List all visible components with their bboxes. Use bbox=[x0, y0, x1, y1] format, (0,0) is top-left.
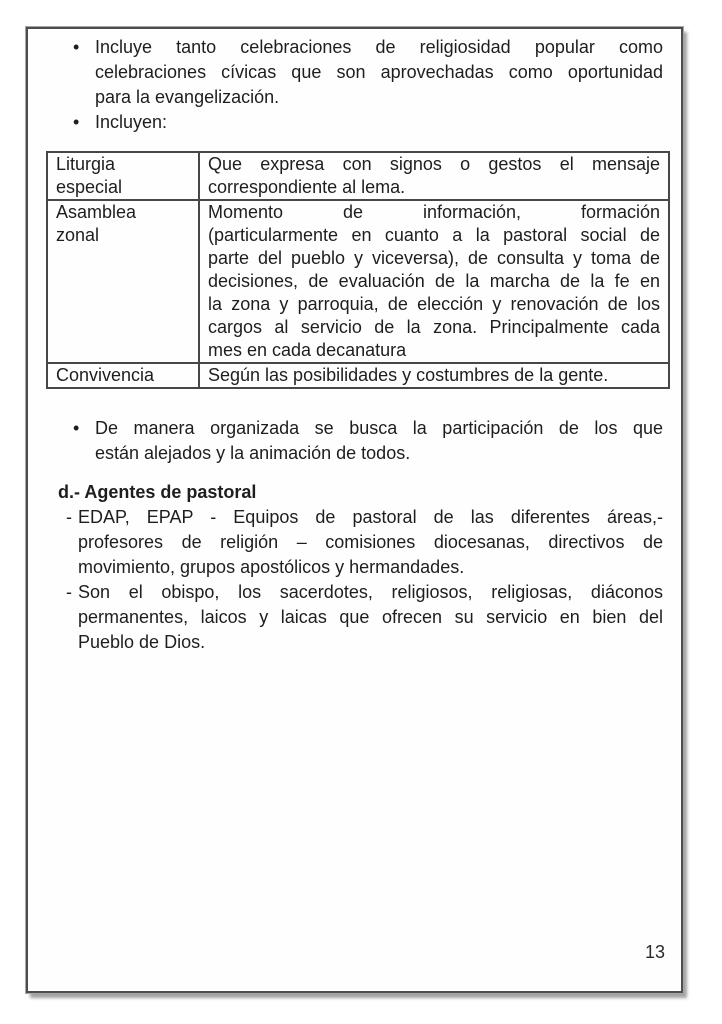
bullet-text bbox=[95, 35, 663, 110]
section-heading: d.- Agentes de pastoral bbox=[58, 482, 257, 502]
text-line: permanentes, laicos y laicas que ofrecen su servicio en bien del bbox=[78, 607, 663, 627]
bullet-item bbox=[73, 35, 663, 110]
bullet-item bbox=[73, 110, 663, 135]
text-line: Según las posibilidades y costumbres de la gente. bbox=[208, 365, 609, 385]
text-line: decisiones, de evaluación de la marcha de la fe en bbox=[208, 271, 660, 291]
dash-text bbox=[78, 580, 663, 655]
bullet-text bbox=[95, 416, 663, 466]
text-line: para la evangelización. bbox=[95, 87, 280, 107]
text-line: celebraciones cívicas que son aprovechadas como oportunidad bbox=[95, 62, 663, 82]
text-line: Momento de información, formación bbox=[208, 202, 660, 222]
text-line: Liturgia bbox=[56, 154, 116, 174]
text-line: mes en cada decanatura bbox=[208, 340, 407, 360]
text-line: Convivencia bbox=[56, 365, 155, 385]
text-line: Son el obispo, los sacerdotes, religiosos, religiosas, diáconos bbox=[78, 582, 663, 602]
text-line: De manera organizada se busca la participación de los que bbox=[95, 418, 663, 438]
bullet-item bbox=[73, 416, 663, 466]
text-line: zonal bbox=[56, 225, 100, 245]
page-frame bbox=[26, 27, 683, 993]
term-cell bbox=[47, 200, 199, 363]
page-content bbox=[28, 29, 681, 991]
text-line: la zona y parroquia, de elección y renovación de los bbox=[208, 294, 660, 314]
text-line: Pueblo de Dios. bbox=[78, 632, 206, 652]
table-row bbox=[47, 363, 669, 388]
desc-cell bbox=[199, 200, 669, 363]
bullet-marker: • bbox=[73, 418, 80, 438]
text-line: Incluye tanto celebraciones de religiosidad popular como bbox=[95, 37, 663, 57]
table-row bbox=[47, 152, 669, 200]
text-line: Asamblea bbox=[56, 202, 137, 222]
text-line: EDAP, EPAP - Equipos de pastoral de las diferentes áreas,- bbox=[78, 507, 663, 527]
dash-marker: - bbox=[66, 507, 72, 527]
term-cell bbox=[47, 152, 199, 200]
text-line: parte del pueblo y viceversa), de consulta y toma de bbox=[208, 248, 660, 268]
text-line: (particularmente en cuanto a la pastoral social de bbox=[208, 225, 660, 245]
term-cell bbox=[47, 363, 199, 388]
desc-cell bbox=[199, 363, 669, 388]
text-line: Incluyen: bbox=[95, 112, 168, 132]
dash-item bbox=[66, 505, 663, 580]
bullet-marker: • bbox=[73, 37, 80, 57]
bullet-marker: • bbox=[73, 112, 80, 132]
content-table bbox=[46, 151, 670, 389]
dash-marker: - bbox=[66, 582, 72, 602]
text-line: profesores de religión – comisiones diocesanas, directivos de bbox=[78, 532, 663, 552]
table-row bbox=[47, 200, 669, 363]
text-line: cargos al servicio de la zona. Principalmente cada bbox=[208, 317, 660, 337]
dash-item bbox=[66, 580, 663, 655]
text-line: están alejados y la animación de todos. bbox=[95, 443, 411, 463]
text-line: correspondiente al lema. bbox=[208, 177, 406, 197]
text-line: especial bbox=[56, 177, 123, 197]
bullet-text bbox=[95, 110, 663, 135]
text-line: movimiento, grupos apostólicos y hermandades. bbox=[78, 557, 465, 577]
page-number: 13 bbox=[644, 942, 665, 962]
desc-cell bbox=[199, 152, 669, 200]
text-line: Que expresa con signos o gestos el mensaje bbox=[208, 154, 660, 174]
dash-text bbox=[78, 505, 663, 580]
